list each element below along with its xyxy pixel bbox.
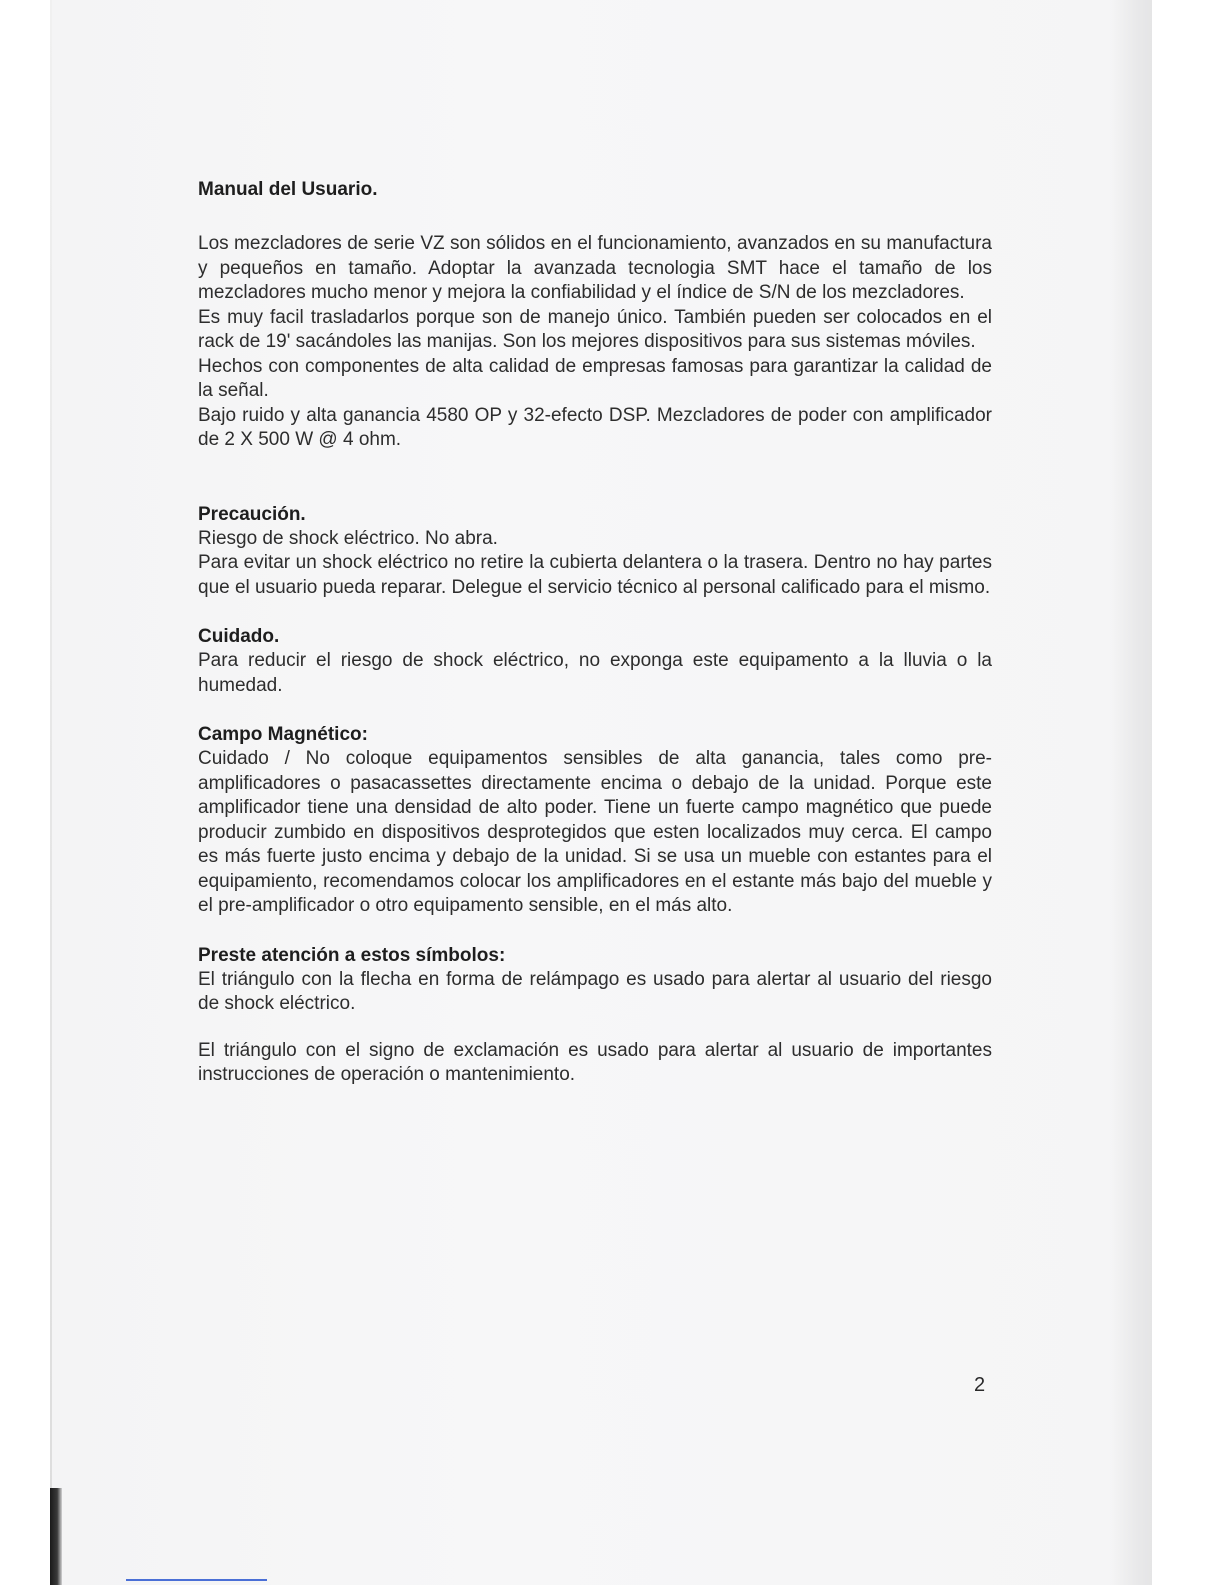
precaution-line-1: Riesgo de shock eléctrico. No abra. bbox=[198, 527, 498, 549]
precaution-line-2: Para evitar un shock eléctrico no retire la cubierta delantera o la trasera. Dentro no hay partes que el usuario pueda reparar. Delegue el servicio técnico al personal calificado para el mismo. bbox=[198, 552, 992, 598]
bottom-rule bbox=[126, 1579, 267, 1581]
document-title: Manual del Usuario. bbox=[198, 179, 378, 200]
section-spacer bbox=[198, 600, 992, 625]
section-spacer bbox=[198, 698, 992, 723]
section-spacer bbox=[198, 453, 992, 503]
intro-paragraph-2: Es muy facil trasladarlos porque son de manejo único. También pueden ser colocados en el rack de 19' sacándoles las manijas. Son los mejores dispositivos para sus sistemas móviles. bbox=[198, 306, 992, 352]
precaution-heading: Precaución. bbox=[198, 503, 306, 525]
magnetic-text: Cuidado / No coloque equipamentos sensibles de alta ganancia, tales como pre-amplificadores o pasacassettes directamente encima o debajo de la unidad. Porque este amplificador tiene una densidad de alto poder. Tiene un fuerte campo magnético que puede producir zumbido en dispositivos desprotegidos que esten localizados muy cerca. El campo es más fuerte justo encima y debajo de la unidad. Si se usa un mueble con estantes para el equipamiento, recomendamos colocar los amplificadores en el estante más bajo del mueble y el pre-amplificador o otro equipamento sensible, en el más alto. bbox=[198, 748, 992, 916]
symbols-heading: Preste atención a estos símbolos: bbox=[198, 944, 506, 966]
section-spacer bbox=[198, 919, 992, 944]
intro-paragraph-3: Hechos con componentes de alta calidad de empresas famosas para garantizar la calidad de la señal. bbox=[198, 355, 992, 401]
section-spacer bbox=[198, 1017, 992, 1039]
lightning-symbol-text: El triángulo con la flecha en forma de relámpago es usado para alertar al usuario del riesgo de shock eléctrico. bbox=[198, 968, 992, 1014]
page-fold-shadow bbox=[1110, 0, 1155, 1585]
left-margin bbox=[0, 0, 50, 1585]
intro-paragraph-4: Bajo ruido y alta ganancia 4580 OP y 32-efecto DSP. Mezcladores de poder con amplificador de 2 X 500 W @ 4 ohm. bbox=[198, 404, 992, 450]
intro-paragraph-1: Los mezcladores de serie VZ son sólidos en el funcionamiento, avanzados en su manufactura y pequeños en tamaño. Adoptar la avanzada tecnologia SMT hace el tamaño de los mezcladores mucho menor y mejora la confiabilidad y el índice de S/N de los mezcladores. bbox=[198, 233, 992, 303]
scan-edge bbox=[50, 0, 52, 1585]
right-margin bbox=[1152, 0, 1225, 1585]
page-number: 2 bbox=[974, 1374, 986, 1396]
binding-mark bbox=[50, 1488, 62, 1585]
care-heading: Cuidado. bbox=[198, 626, 280, 647]
magnetic-heading: Campo Magnético: bbox=[198, 724, 368, 745]
document-body bbox=[198, 178, 992, 1088]
exclamation-symbol-text: El triángulo con el signo de exclamación es usado para alertar al usuario de importantes instrucciones de operación o mantenimiento. bbox=[198, 1039, 992, 1085]
care-text: Para reducir el riesgo de shock eléctrico, no exponga este equipamento a la lluvia o la humedad. bbox=[198, 650, 992, 696]
